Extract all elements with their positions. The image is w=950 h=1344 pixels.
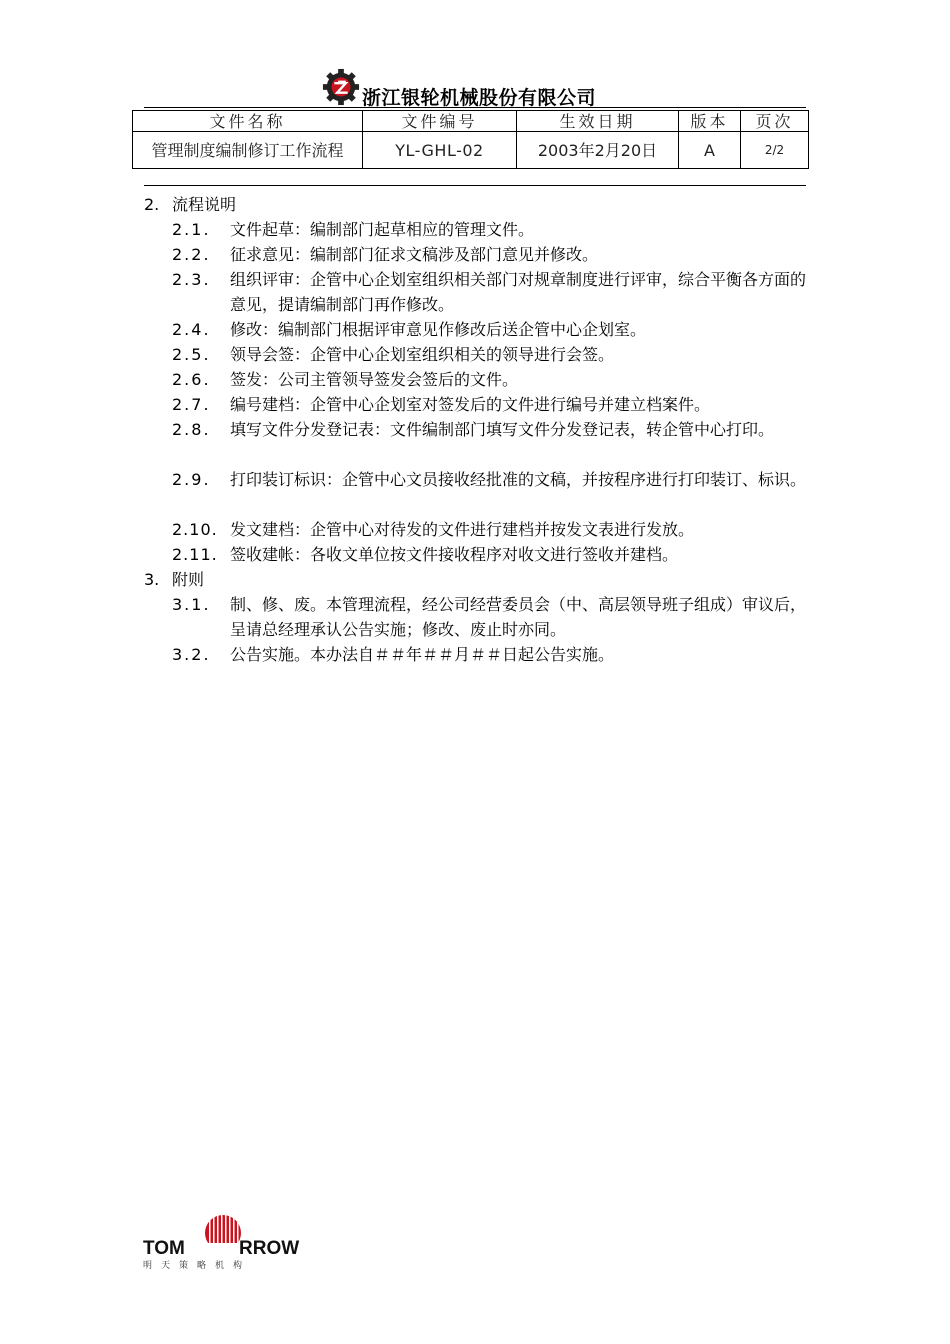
info-table-value-row <box>133 132 809 169</box>
header-file-name: 文件名称 <box>133 111 363 132</box>
list-item <box>0 517 950 542</box>
list-item <box>0 217 950 242</box>
item-number: 2.3. <box>172 270 211 289</box>
svg-text:RROW: RROW <box>239 1238 300 1259</box>
item-text: 文件起草：编制部门起草相应的管理文件。 <box>230 220 535 239</box>
header-page: 页次 <box>741 111 809 132</box>
item-number: 3.2. <box>172 645 211 664</box>
content-rule <box>144 185 806 186</box>
list-item <box>0 542 950 567</box>
header-file-number: 文件编号 <box>363 111 517 132</box>
value-file-name: 管理制度编制修订工作流程 <box>133 132 363 169</box>
header-rule <box>144 107 806 108</box>
header-effective-date: 生效日期 <box>517 111 679 132</box>
list-item <box>0 417 950 467</box>
item-number: 2.11. <box>172 545 218 564</box>
list-item <box>0 642 950 667</box>
company-name: 浙江银轮机械股份有限公司 <box>362 86 597 109</box>
list-item <box>0 342 950 367</box>
list-item <box>0 592 950 642</box>
item-number: 2.5. <box>172 345 211 364</box>
section-heading <box>0 567 950 592</box>
header-version: 版本 <box>679 111 741 132</box>
item-number: 2.1. <box>172 220 211 239</box>
tomorrow-brand-logo <box>143 1211 303 1271</box>
item-number: 2.8. <box>172 420 211 439</box>
item-number: 3.1. <box>172 595 211 614</box>
item-text: 签发：公司主管领导签发会签后的文件。 <box>230 370 519 389</box>
value-version: A <box>679 132 741 169</box>
list-item <box>0 317 950 342</box>
item-number: 2.9. <box>172 470 211 489</box>
item-number: 2.10. <box>172 520 218 539</box>
list-item <box>0 392 950 417</box>
list-item <box>0 367 950 392</box>
company-gear-logo <box>322 68 360 106</box>
section-number: 3. <box>144 570 160 589</box>
section-title: 流程说明 <box>172 195 237 214</box>
section-title: 附则 <box>172 570 205 589</box>
item-text: 签收建帐：各收文单位按文件接收程序对收文进行签收并建档。 <box>230 545 679 564</box>
item-number: 2.4. <box>172 320 211 339</box>
svg-text:TOM: TOM <box>143 1238 185 1259</box>
item-text: 编号建档：企管中心企划室对签发后的文件进行编号并建立档案件。 <box>230 395 711 414</box>
svg-text:明天策略机构: 明天策略机构 <box>143 1261 252 1271</box>
item-number: 2.7. <box>172 395 211 414</box>
item-text: 公告实施。本办法自＃＃年＃＃月＃＃日起公告实施。 <box>230 645 615 664</box>
list-item <box>0 242 950 267</box>
item-text: 领导会签：企管中心企划室组织相关的领导进行会签。 <box>230 345 615 364</box>
item-text: 征求意见：编制部门征求文稿涉及部门意见并修改。 <box>230 245 599 264</box>
section-heading <box>0 192 950 217</box>
item-text: 发文建档：企管中心对待发的文件进行建档并按发文表进行发放。 <box>230 520 695 539</box>
item-text: 修改：编制部门根据评审意见作修改后送企管中心企划室。 <box>230 320 647 339</box>
document-info-table <box>132 110 809 169</box>
item-number: 2.2. <box>172 245 211 264</box>
item-text: 填写文件分发登记表：文件编制部门填写文件分发登记表，转企管中心打印。 <box>230 420 775 439</box>
section-number: 2. <box>144 195 160 214</box>
list-item <box>0 267 950 317</box>
list-item <box>0 467 950 517</box>
company-header <box>322 68 597 109</box>
item-number: 2.6. <box>172 370 211 389</box>
document-body <box>0 192 950 667</box>
value-effective-date: 2003年2月20日 <box>517 132 679 169</box>
item-text: 打印装订标识：企管中心文员接收经批准的文稿，并按程序进行打印装订、标识。 <box>230 470 807 489</box>
info-table-header-row <box>133 111 809 132</box>
item-text: 组织评审：企管中心企划室组织相关部门对规章制度进行评审，综合平衡各方面的意见，提请编制部门再作修改。 <box>230 270 807 314</box>
value-page: 2/2 <box>741 132 809 169</box>
value-file-number: YL-GHL-02 <box>363 132 517 169</box>
item-text: 制、修、废。本管理流程，经公司经营委员会（中、高层领导班子组成）审议后，呈请总经理承认公告实施；修改、废止时亦同。 <box>230 595 807 639</box>
